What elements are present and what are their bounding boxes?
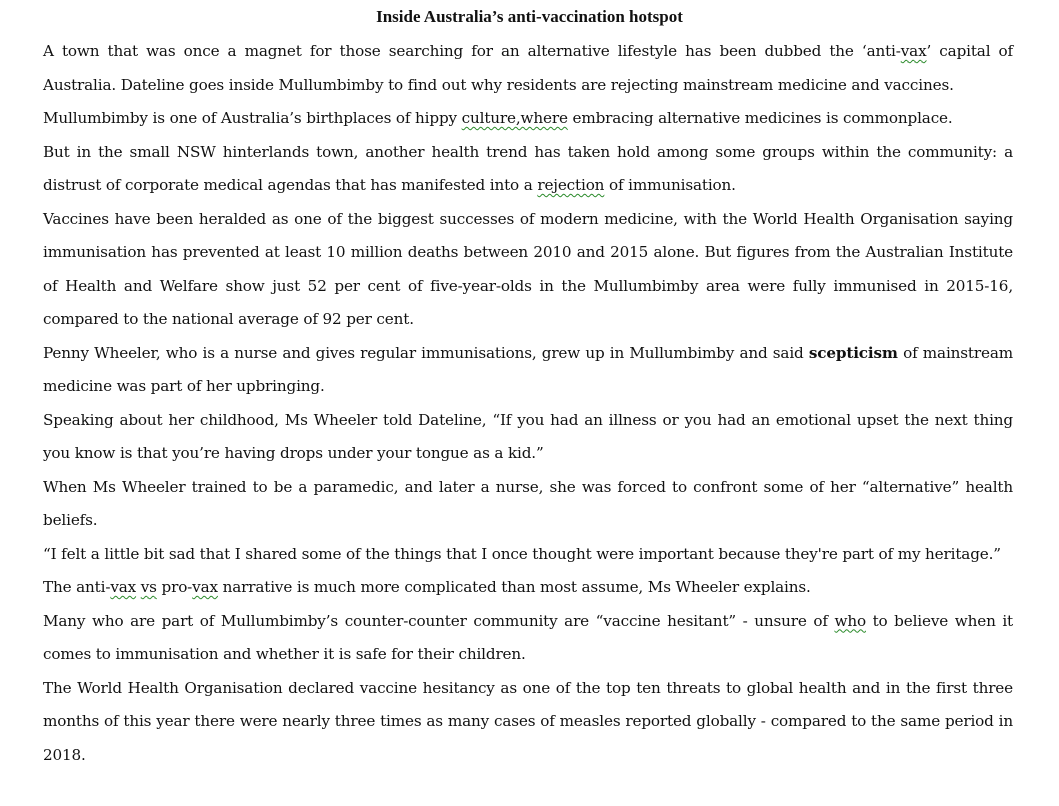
text-run: But in the small NSW hinterlands town, another health trend has taken hold among some groups within the community: a distrust of corporate medical agendas that has manifested into a (43, 142, 1013, 194)
text-run: to believe when it comes to immunisation and whether it is safe for their children. (43, 611, 1013, 663)
text-run: narrative is much more complicated than most assume, Ms Wheeler explains. (217, 578, 811, 596)
paragraph-3 (43, 136, 1013, 203)
paragraph-4: Vaccines have been heralded as one of the biggest successes of modern medicine, with the World Health Organisation saying immunisation has prevented at least 10 million deaths between 2010 and 2015 alone. But figures from the Australian Institute of Health and Welfare show just 52 per cent of five-year-olds in the Mullumbimby area were fully immunised in 2015-16, compared to the national average of 92 per cent. (43, 209, 1013, 328)
text-run: Many who are part of Mullumbimby’s counter-counter community are “vaccine hesitant” - unsure of (43, 611, 835, 630)
text-run: embracing alternative medicines is commonplace. (567, 109, 953, 127)
text-run: Mullumbimby is one of Australia’s birthplaces of hippy (43, 109, 462, 127)
paragraph-9 (43, 571, 1013, 605)
bold-word: scepticism (808, 343, 898, 362)
paragraph-7: When Ms Wheeler trained to be a paramedic, and later a nurse, she was forced to confront some of her “alternative” health beliefs. (43, 477, 1013, 529)
paragraph-8: “I felt a little bit sad that I shared some of the things that I once thought were important because they're part of my heritage.” (43, 544, 1001, 563)
document-title: Inside Australia’s anti-vaccination hotspot (376, 7, 683, 26)
text-run: pro- (156, 578, 193, 596)
spellcheck-word[interactable]: rejection (537, 176, 605, 194)
spellcheck-word[interactable]: culture,where (461, 109, 568, 127)
paragraph-11: The World Health Organisation declared vaccine hesitancy as one of the top ten threats to global health and in the first three months of this year there were nearly three times as many cases of measles reported globally - compared to the same period in 2018. (43, 678, 1013, 764)
text-run: Penny Wheeler, who is a nurse and gives regular immunisations, grew up in Mullumbimby and said (43, 343, 809, 362)
spellcheck-word[interactable]: vs (140, 578, 157, 596)
text-run: ’ capital of Australia. Dateline goes inside Mullumbimby to find out why residents are rejecting mainstream medicine and vaccines. (43, 42, 1014, 94)
spellcheck-word[interactable]: vax (110, 578, 137, 596)
paragraph-1 (43, 35, 1013, 102)
text-run: The anti- (43, 578, 111, 596)
paragraph-6: Speaking about her childhood, Ms Wheeler told Dateline, “If you had an illness or you had an emotional upset the next thing you know is that you’re having drops under your tongue as a kid.” (43, 410, 1013, 462)
spellcheck-word[interactable]: who (834, 611, 866, 630)
paragraph-10 (43, 605, 1013, 672)
paragraph-5 (43, 337, 1013, 404)
text-run: of mainstream medicine was part of her upbringing. (43, 343, 1013, 395)
spellcheck-word[interactable]: vax (900, 42, 927, 60)
spellcheck-word[interactable]: vax (192, 578, 218, 596)
text-run: of immunisation. (604, 176, 736, 194)
document-body (43, 35, 1013, 772)
paragraph-2 (43, 102, 1013, 136)
text-run: A town that was once a magnet for those searching for an alternative lifestyle has been dubbed the ‘anti- (43, 42, 901, 60)
